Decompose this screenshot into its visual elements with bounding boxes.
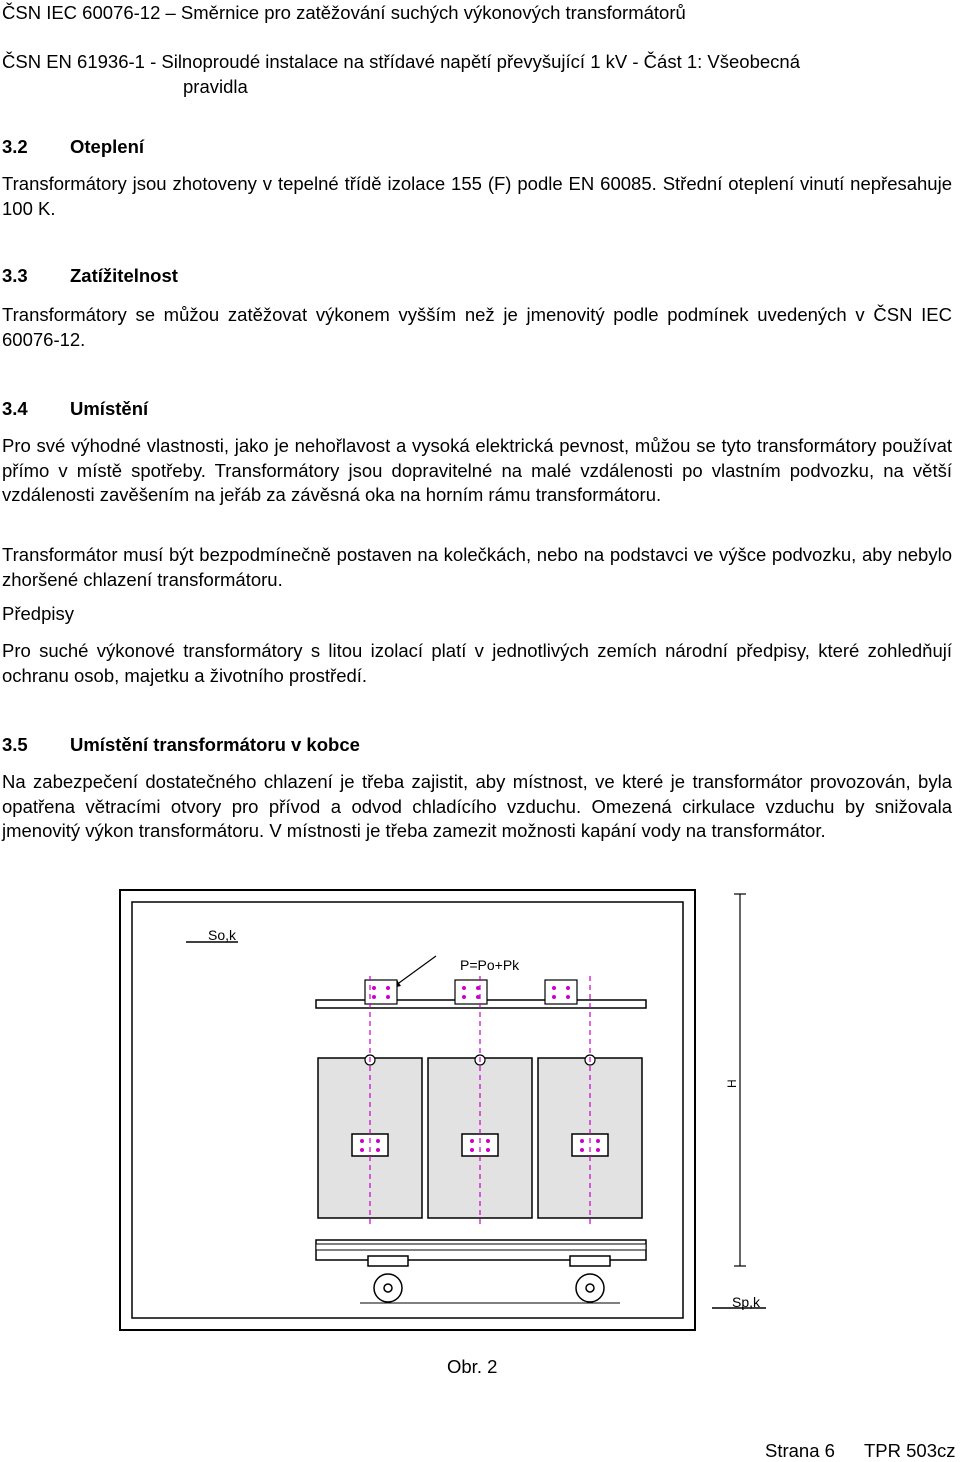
- clamp-dot: [462, 995, 466, 999]
- terminal-dot: [486, 1139, 490, 1143]
- clamp-dot: [386, 986, 390, 990]
- paragraph-kobka: Na zabezpečení dostatečného chlazení je třeba zajistit, aby místnost, ve které je transformátor provozován, byla opatřena větracími otvory pro přívod a odvod chladícího vzduchu. Omezená cirkulace vzduchu by snižovala jmenovitý výkon transformátoru. V místnosti je třeba zamezit možnosti kapání vody na transformátor.: [2, 771, 952, 841]
- paragraph-umístění-2: Transformátor musí být bezpodmínečně postaven na kolečkách, nebo na podstavci ve výšce podvozku, aby nebylo zhoršené chlazení transformátoru.: [2, 544, 952, 590]
- section-number-3-4: 3.4: [2, 398, 28, 419]
- terminal-dot: [470, 1139, 474, 1143]
- terminal-dot: [596, 1148, 600, 1152]
- reference-line-1: ČSN EN 61936-1 - Silnoproudé instalace na střídavé napětí převyšující 1 kV - Část 1: Všeobecná: [2, 51, 800, 72]
- outlet-label: So,k: [208, 927, 237, 943]
- wheel-bracket: [570, 1256, 610, 1266]
- terminal-dot: [360, 1148, 364, 1152]
- terminal-box: [462, 1134, 498, 1156]
- clamp-dot: [462, 986, 466, 990]
- terminal-dot: [376, 1148, 380, 1152]
- wheel-hub: [586, 1284, 594, 1292]
- clamp-dot: [552, 986, 556, 990]
- subheading-předpisy: Předpisy: [2, 603, 74, 624]
- bottom-frame-strip: [316, 1244, 646, 1250]
- clamp-dot: [566, 995, 570, 999]
- section-title-zatížitelnost: Zatížitelnost: [70, 265, 178, 286]
- terminal-dot: [596, 1139, 600, 1143]
- paragraph-předpisy: Pro suché výkonové transformátory s litou izolací platí v jednotlivých zemích národní předpisy, které zohledňují ochranu osob, majetku a životního prostředí.: [2, 640, 952, 686]
- clamp-dot: [386, 995, 390, 999]
- terminal-dot: [580, 1139, 584, 1143]
- transformer-enclosure-drawing: [0, 880, 960, 1340]
- paragraph-umístění-1: Pro své výhodné vlastnosti, jako je nehořlavost a vysoká elektrická pevnost, můžou se tyto transformátory používat přímo v místě spotřeby. Transformátory jsou dopravitelné na malé vzdálenosti po vlastním podvozku, na větší vzdálenosti zavěšením na jeřáb za závěsná oka na horním rámu transformátoru.: [2, 435, 952, 505]
- top-clamps: [365, 980, 577, 1004]
- section-number-3-5: 3.5: [2, 734, 28, 755]
- clamp-dot: [566, 986, 570, 990]
- figure-caption: Obr. 2: [447, 1356, 498, 1377]
- inlet-label: Sp,k: [732, 1294, 761, 1310]
- top-clamp: [545, 980, 577, 1004]
- height-label: H: [725, 1079, 739, 1088]
- section-number-3-2: 3.2: [2, 136, 28, 157]
- terminal-dot: [376, 1139, 380, 1143]
- reference-line-2: pravidla: [183, 76, 248, 97]
- page-number: Strana 6: [765, 1440, 835, 1461]
- document-code: TPR 503cz: [864, 1440, 956, 1461]
- clamp-dot: [372, 995, 376, 999]
- terminal-dot: [580, 1148, 584, 1152]
- clamp-dot: [372, 986, 376, 990]
- section-title-kobka: Umístění transformátoru v kobce: [70, 734, 360, 755]
- wheel-bracket: [368, 1256, 408, 1266]
- wheels: [368, 1256, 610, 1302]
- section-title-oteplení: Oteplení: [70, 136, 145, 157]
- terminal-box: [572, 1134, 608, 1156]
- terminal-dot: [486, 1148, 490, 1152]
- paragraph-oteplení: Transformátory jsou zhotoveny v tepelné třídě izolace 155 (F) podle EN 60085. Střední oteplení vinutí nepřesahuje 100 K.: [2, 173, 952, 219]
- top-clamp: [455, 980, 487, 1004]
- section-number-3-3: 3.3: [2, 265, 28, 286]
- standard-title: ČSN IEC 60076-12 – Směrnice pro zatěžování suchých výkonových transformátorů: [2, 2, 686, 23]
- wheel-hub: [384, 1284, 392, 1292]
- terminal-dot: [360, 1139, 364, 1143]
- terminal-box: [352, 1134, 388, 1156]
- paragraph-zatížitelnost: Transformátory se můžou zatěžovat výkonem vyšším než je jmenovitý podle podmínek uvedených v ČSN IEC 60076-12.: [2, 304, 952, 350]
- section-title-umístění: Umístění: [70, 398, 149, 419]
- power-label: P=Po+Pk: [460, 957, 520, 973]
- terminal-dot: [470, 1148, 474, 1152]
- top-clamp: [365, 980, 397, 1004]
- clamp-dot: [552, 995, 556, 999]
